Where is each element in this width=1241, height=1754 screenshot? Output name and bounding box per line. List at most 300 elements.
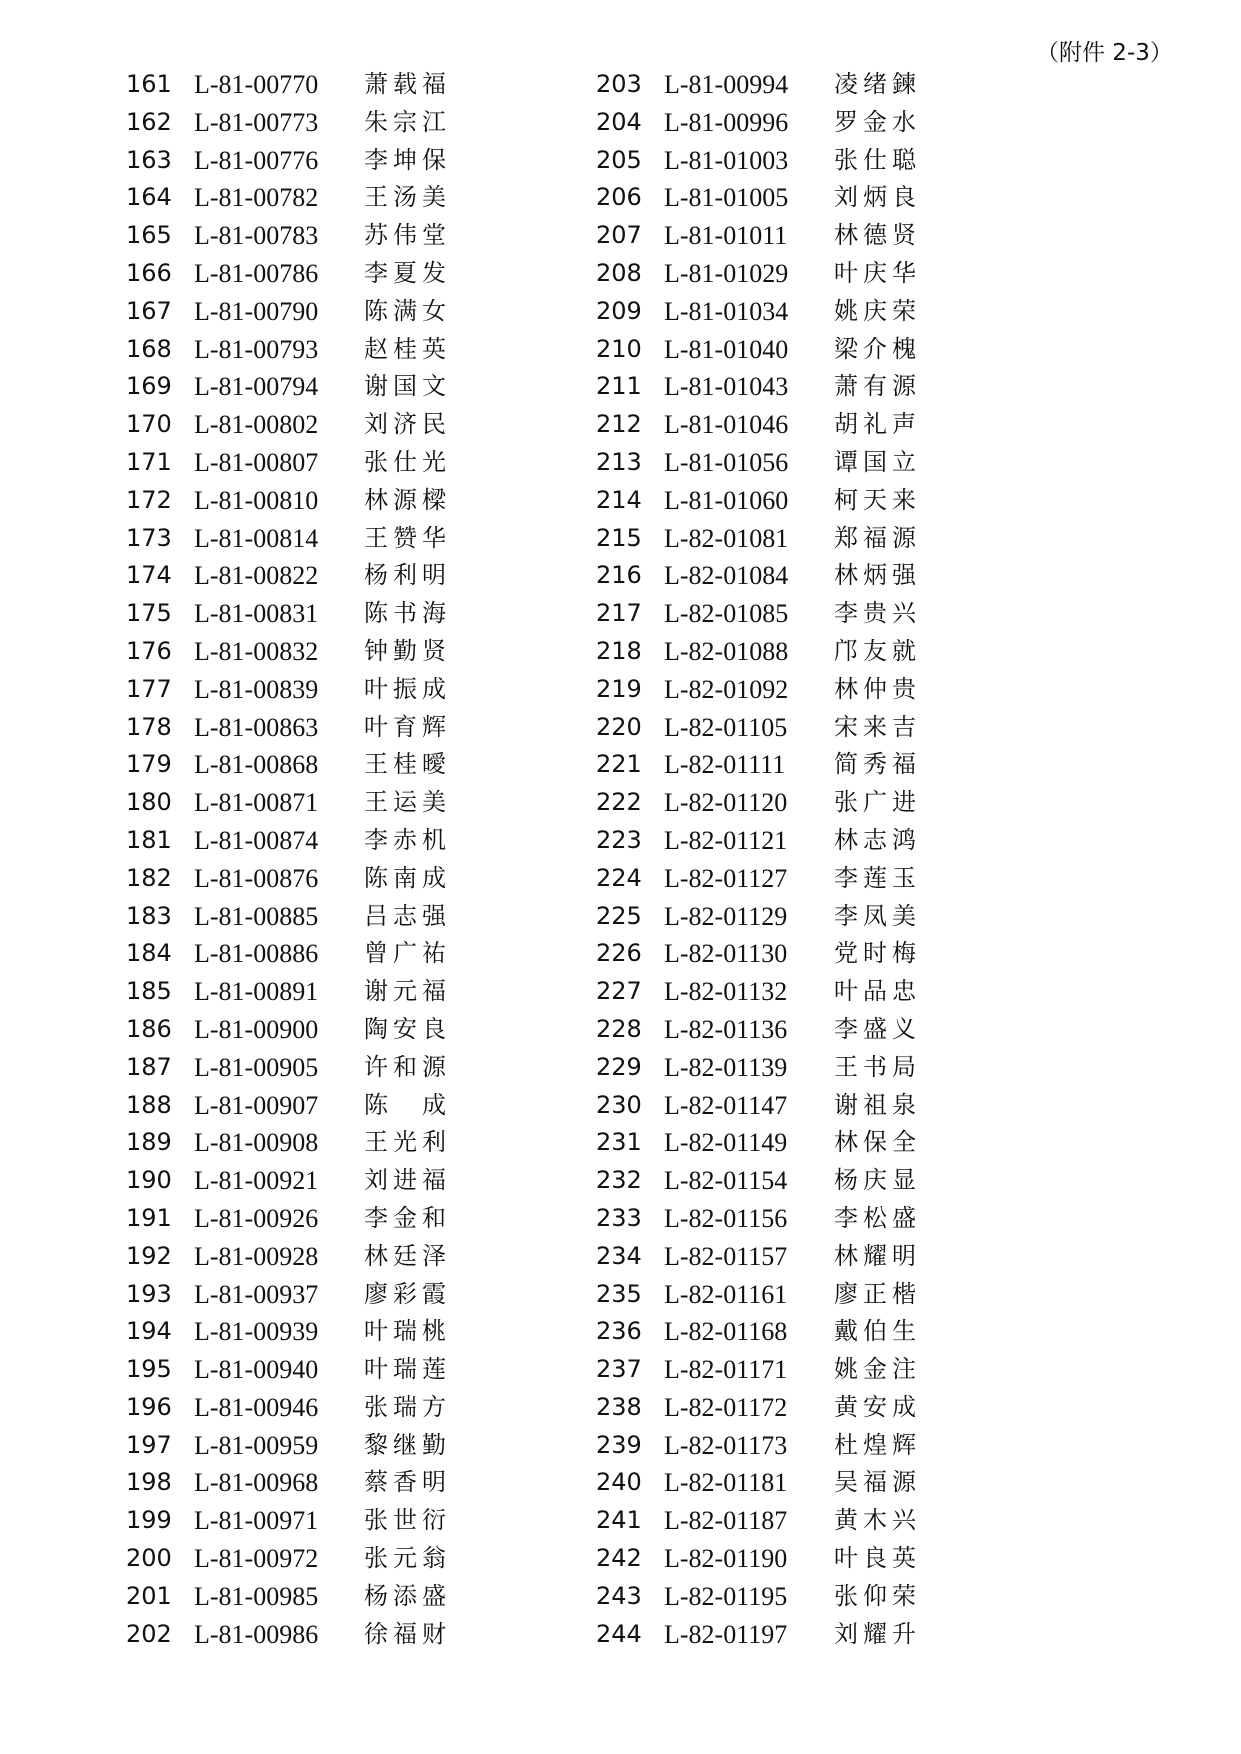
entry-code: L-81-01005	[664, 183, 789, 213]
list-item	[596, 179, 956, 217]
entry-code: L-82-01092	[664, 674, 789, 704]
entry-name: 朱宗江	[364, 107, 451, 136]
list-item	[126, 1351, 486, 1389]
list-item	[126, 1162, 486, 1200]
entry-code: L-82-01156	[664, 1203, 788, 1233]
list-item	[126, 293, 486, 331]
entry-code: L-81-00876	[194, 863, 319, 893]
entry-name: 张仰荣	[834, 1581, 921, 1610]
list-item	[126, 104, 486, 142]
entry-number: 168	[126, 334, 172, 363]
list-item	[126, 671, 486, 709]
entry-name: 叶品忠	[834, 977, 921, 1006]
entry-number: 183	[126, 901, 172, 930]
entry-name: 李夏发	[364, 258, 451, 287]
entry-number: 231	[596, 1128, 642, 1157]
entry-name: 杨利明	[364, 561, 451, 590]
list-item	[596, 746, 956, 784]
entry-code: L-82-01129	[664, 901, 788, 931]
list-item	[596, 217, 956, 255]
entry-name: 陈满女	[364, 296, 451, 325]
list-item	[596, 898, 956, 936]
list-item	[596, 1540, 956, 1578]
entry-name: 李凤美	[834, 901, 921, 930]
entry-number: 173	[126, 523, 172, 552]
entry-number: 206	[596, 183, 642, 212]
entry-code: L-81-01060	[664, 485, 789, 515]
entry-number: 162	[126, 107, 172, 136]
entry-number: 197	[126, 1430, 172, 1459]
list-item	[126, 444, 486, 482]
entry-number: 174	[126, 561, 172, 590]
list-item	[126, 595, 486, 633]
entry-number: 204	[596, 107, 642, 136]
entry-code: L-82-01127	[664, 863, 788, 893]
entry-number: 237	[596, 1355, 642, 1384]
entry-name: 刘炳良	[834, 183, 921, 212]
entry-name: 林炳强	[834, 561, 921, 590]
list-item	[596, 1502, 956, 1540]
entry-number: 198	[126, 1468, 172, 1497]
list-item	[596, 520, 956, 558]
entry-name: 林保全	[834, 1128, 921, 1157]
entry-name: 刘进福	[364, 1166, 451, 1195]
entry-code: L-82-01149	[664, 1128, 788, 1158]
entry-code: L-81-00996	[664, 107, 789, 137]
entry-name: 张广进	[834, 788, 921, 817]
entry-number: 186	[126, 1014, 172, 1043]
entry-number: 213	[596, 447, 642, 476]
list-item	[596, 1162, 956, 1200]
entry-code: L-82-01181	[664, 1468, 788, 1498]
list-item	[126, 822, 486, 860]
entry-name: 王光利	[364, 1128, 451, 1157]
entry-code: L-81-01034	[664, 296, 789, 326]
entry-code: L-81-00807	[194, 447, 319, 477]
entry-number: 215	[596, 523, 642, 552]
entry-code: L-81-01043	[664, 372, 789, 402]
entry-number: 175	[126, 599, 172, 628]
entry-number: 212	[596, 410, 642, 439]
list-item	[596, 1087, 956, 1125]
entry-name: 梁介槐	[834, 334, 921, 363]
entry-code: L-82-01081	[664, 523, 789, 553]
list-item	[126, 1616, 486, 1654]
list-item	[126, 331, 486, 369]
entry-code: L-81-00940	[194, 1355, 319, 1385]
entry-number: 209	[596, 296, 642, 325]
list-item	[126, 860, 486, 898]
list-item	[126, 1389, 486, 1427]
list-item	[126, 142, 486, 180]
entry-number: 243	[596, 1581, 642, 1610]
list-item	[596, 482, 956, 520]
entry-number: 171	[126, 447, 172, 476]
entry-number: 195	[126, 1355, 172, 1384]
entry-code: L-81-00985	[194, 1581, 319, 1611]
entry-number: 165	[126, 221, 172, 250]
entry-name: 叶育辉	[364, 712, 451, 741]
list-item	[126, 520, 486, 558]
entry-name: 胡礼声	[834, 410, 921, 439]
list-item	[126, 557, 486, 595]
list-item	[126, 935, 486, 973]
entry-number: 230	[596, 1090, 642, 1119]
list-item	[126, 898, 486, 936]
list-item	[596, 1616, 956, 1654]
entry-code: L-81-00986	[194, 1619, 319, 1649]
entry-number: 224	[596, 863, 642, 892]
list-item	[126, 1049, 486, 1087]
entry-code: L-81-00773	[194, 107, 319, 137]
entry-code: L-81-00874	[194, 825, 319, 855]
list-item	[126, 1540, 486, 1578]
entry-number: 163	[126, 145, 172, 174]
entry-code: L-82-01173	[664, 1430, 788, 1460]
entry-code: L-81-01046	[664, 410, 789, 440]
entry-code: L-81-00959	[194, 1430, 319, 1460]
entry-code: L-81-01040	[664, 334, 789, 364]
list-item	[126, 709, 486, 747]
entry-number: 180	[126, 788, 172, 817]
entry-number: 217	[596, 599, 642, 628]
entry-number: 221	[596, 750, 642, 779]
entry-name: 李盛义	[834, 1014, 921, 1043]
entry-code: L-82-01111	[664, 750, 786, 780]
entry-code: L-81-00891	[194, 977, 319, 1007]
entry-number: 187	[126, 1052, 172, 1081]
entry-name: 杨添盛	[364, 1581, 451, 1610]
list-item	[596, 255, 956, 293]
list-item	[126, 1011, 486, 1049]
list-item	[126, 1578, 486, 1616]
entry-code: L-82-01197	[664, 1619, 788, 1649]
entry-name: 宋来吉	[834, 712, 921, 741]
entry-code: L-81-00968	[194, 1468, 319, 1498]
entry-name: 王运美	[364, 788, 451, 817]
entry-code: L-81-00905	[194, 1052, 319, 1082]
entry-name: 叶庆华	[834, 258, 921, 287]
entry-code: L-82-01154	[664, 1166, 788, 1196]
entry-name: 戴伯生	[834, 1317, 921, 1346]
entry-code: L-81-01029	[664, 258, 789, 288]
entry-code: L-82-01088	[664, 636, 789, 666]
right-column-list	[596, 66, 956, 1653]
entry-code: L-81-00885	[194, 901, 319, 931]
entry-name: 陶安良	[364, 1014, 451, 1043]
list-item	[596, 935, 956, 973]
list-item	[596, 1011, 956, 1049]
entry-name: 姚金注	[834, 1355, 921, 1384]
entry-number: 227	[596, 977, 642, 1006]
entry-name: 萧有源	[834, 372, 921, 401]
entry-code: L-82-01168	[664, 1317, 788, 1347]
list-item	[126, 784, 486, 822]
list-item	[596, 444, 956, 482]
entry-number: 205	[596, 145, 642, 174]
list-item	[596, 557, 956, 595]
entry-code: L-81-00863	[194, 712, 319, 742]
entry-name: 廖正楷	[834, 1279, 921, 1308]
list-item	[596, 1427, 956, 1465]
entry-name: 吕志强	[364, 901, 451, 930]
entry-name: 林廷泽	[364, 1241, 451, 1270]
entry-number: 214	[596, 485, 642, 514]
list-item	[126, 973, 486, 1011]
entry-name: 叶瑞桃	[364, 1317, 451, 1346]
entry-number: 179	[126, 750, 172, 779]
entry-number: 185	[126, 977, 172, 1006]
entry-number: 190	[126, 1166, 172, 1195]
list-item	[596, 671, 956, 709]
entry-number: 184	[126, 939, 172, 968]
left-column-list	[126, 66, 486, 1653]
entry-code: L-81-00782	[194, 183, 319, 213]
list-item	[596, 633, 956, 671]
entry-code: L-82-01157	[664, 1241, 788, 1271]
entry-number: 218	[596, 636, 642, 665]
entry-code: L-81-00831	[194, 599, 319, 629]
list-item	[126, 1464, 486, 1502]
entry-number: 220	[596, 712, 642, 741]
entry-number: 238	[596, 1392, 642, 1421]
entry-code: L-81-00786	[194, 258, 319, 288]
entry-code: L-81-00794	[194, 372, 319, 402]
entry-number: 242	[596, 1544, 642, 1573]
entry-code: L-81-00886	[194, 939, 319, 969]
entry-name: 姚庆荣	[834, 296, 921, 325]
list-item	[126, 217, 486, 255]
entry-code: L-81-00971	[194, 1506, 319, 1536]
entry-number: 232	[596, 1166, 642, 1195]
entry-code: L-81-00790	[194, 296, 319, 326]
list-item	[126, 482, 486, 520]
entry-name: 李坤保	[364, 145, 451, 174]
entry-name: 李赤机	[364, 825, 451, 854]
entry-name: 党时梅	[834, 939, 921, 968]
entry-number: 164	[126, 183, 172, 212]
entry-name: 李贵兴	[834, 599, 921, 628]
entry-name: 蔡香明	[364, 1468, 451, 1497]
entry-name: 张世衍	[364, 1506, 451, 1535]
entry-number: 229	[596, 1052, 642, 1081]
entry-name: 王汤美	[364, 183, 451, 212]
entry-number: 177	[126, 674, 172, 703]
entry-code: L-81-00900	[194, 1014, 319, 1044]
entry-number: 189	[126, 1128, 172, 1157]
list-item	[596, 860, 956, 898]
entry-number: 241	[596, 1506, 642, 1535]
list-item	[126, 1313, 486, 1351]
entry-code: L-81-01056	[664, 447, 789, 477]
entry-number: 244	[596, 1619, 642, 1648]
list-item	[126, 1502, 486, 1540]
entry-code: L-82-01195	[664, 1581, 788, 1611]
list-item	[596, 1049, 956, 1087]
list-item	[126, 1427, 486, 1465]
entry-number: 216	[596, 561, 642, 590]
entry-number: 235	[596, 1279, 642, 1308]
entry-code: L-81-00908	[194, 1128, 319, 1158]
entry-name: 廖彩霞	[364, 1279, 451, 1308]
entry-name: 曾广祐	[364, 939, 451, 968]
list-item	[596, 595, 956, 633]
entry-name: 陈南成	[364, 863, 451, 892]
entry-code: L-82-01161	[664, 1279, 788, 1309]
list-item	[596, 1200, 956, 1238]
entry-name: 简秀福	[834, 750, 921, 779]
entry-number: 188	[126, 1090, 172, 1119]
entry-code: L-81-00839	[194, 674, 319, 704]
entry-name: 叶振成	[364, 674, 451, 703]
list-item	[126, 1276, 486, 1314]
entry-number: 169	[126, 372, 172, 401]
list-item	[596, 1124, 956, 1162]
entry-number: 176	[126, 636, 172, 665]
entry-name: 杜煌辉	[834, 1430, 921, 1459]
entry-name: 吴福源	[834, 1468, 921, 1497]
entry-code: L-81-00822	[194, 561, 319, 591]
entry-name: 王桂曖	[364, 750, 451, 779]
entry-code: L-81-00814	[194, 523, 319, 553]
list-item	[596, 822, 956, 860]
entry-number: 207	[596, 221, 642, 250]
entry-number: 210	[596, 334, 642, 363]
list-item	[596, 331, 956, 369]
entry-name: 王赞华	[364, 523, 451, 552]
entry-number: 222	[596, 788, 642, 817]
entry-number: 178	[126, 712, 172, 741]
entry-code: L-81-01003	[664, 145, 789, 175]
entry-code: L-82-01121	[664, 825, 788, 855]
entry-number: 239	[596, 1430, 642, 1459]
list-item	[126, 1124, 486, 1162]
entry-code: L-81-00907	[194, 1090, 319, 1120]
entry-code: L-82-01147	[664, 1090, 788, 1120]
list-item	[126, 1200, 486, 1238]
entry-code: L-82-01084	[664, 561, 789, 591]
list-item	[596, 1238, 956, 1276]
list-item	[596, 1351, 956, 1389]
list-item	[596, 1578, 956, 1616]
entry-name: 林耀明	[834, 1241, 921, 1270]
list-item	[596, 406, 956, 444]
entry-name: 许和源	[364, 1052, 451, 1081]
entry-code: L-81-00770	[194, 70, 319, 99]
entry-code: L-81-00783	[194, 221, 319, 251]
entry-name: 谢祖泉	[834, 1090, 921, 1119]
list-item	[126, 1087, 486, 1125]
entry-code: L-81-00926	[194, 1203, 319, 1233]
list-item	[596, 709, 956, 747]
entry-number: 240	[596, 1468, 642, 1497]
entry-code: L-81-00928	[194, 1241, 319, 1271]
list-item	[596, 293, 956, 331]
entry-number: 194	[126, 1317, 172, 1346]
entry-name: 谭国立	[834, 447, 921, 476]
entry-name: 黎继勤	[364, 1430, 451, 1459]
entry-code: L-82-01187	[664, 1506, 788, 1536]
entry-number: 201	[126, 1581, 172, 1610]
entry-number: 170	[126, 410, 172, 439]
entry-code: L-81-00868	[194, 750, 319, 780]
entry-name: 陈 成	[364, 1090, 451, 1119]
entry-code: L-82-01171	[664, 1355, 788, 1385]
entry-name: 柯天来	[834, 485, 921, 514]
list-item	[126, 368, 486, 406]
entry-name: 李莲玉	[834, 863, 921, 892]
entry-number: 202	[126, 1619, 172, 1648]
entry-number: 225	[596, 901, 642, 930]
entry-number: 167	[126, 296, 172, 325]
entry-number: 208	[596, 258, 642, 287]
entry-code: L-82-01085	[664, 599, 789, 629]
list-item	[126, 66, 486, 104]
entry-name: 杨庆显	[834, 1166, 921, 1195]
entry-code: L-81-00937	[194, 1279, 319, 1309]
entry-code: L-81-01011	[664, 221, 788, 251]
entry-code: L-81-00946	[194, 1392, 319, 1422]
entry-name: 林志鸿	[834, 825, 921, 854]
list-item	[596, 66, 956, 104]
entry-name: 林德贤	[834, 221, 921, 250]
entry-code: L-82-01132	[664, 977, 788, 1007]
entry-number: 199	[126, 1506, 172, 1535]
entry-code: L-82-01130	[664, 939, 788, 969]
entry-number: 234	[596, 1241, 642, 1270]
list-item	[596, 1389, 956, 1427]
entry-number: 193	[126, 1279, 172, 1308]
entry-name: 林仲贵	[834, 674, 921, 703]
entry-name: 林源樑	[364, 485, 451, 514]
entry-number: 172	[126, 485, 172, 514]
entry-name: 张仕聪	[834, 145, 921, 174]
entry-code: L-81-00832	[194, 636, 319, 666]
list-item	[126, 1238, 486, 1276]
entry-name: 苏伟堂	[364, 221, 451, 250]
entry-number: 191	[126, 1203, 172, 1232]
entry-name: 李金和	[364, 1203, 451, 1232]
entry-name: 黄木兴	[834, 1506, 921, 1535]
list-item	[596, 368, 956, 406]
entry-code: L-81-00793	[194, 334, 319, 364]
list-item	[126, 633, 486, 671]
entry-number: 228	[596, 1014, 642, 1043]
entry-name: 张元翁	[364, 1544, 451, 1573]
entry-number: 182	[126, 863, 172, 892]
entry-code: L-82-01120	[664, 788, 788, 818]
attachment-label: （附件 2-3）	[1036, 40, 1173, 66]
list-item	[596, 784, 956, 822]
entry-code: L-81-00939	[194, 1317, 319, 1347]
list-item	[596, 142, 956, 180]
entry-code: L-81-00810	[194, 485, 319, 515]
entry-name: 张仕光	[364, 447, 451, 476]
list-item	[126, 179, 486, 217]
list-item	[596, 1313, 956, 1351]
entry-number: 233	[596, 1203, 642, 1232]
entry-code: L-82-01105	[664, 712, 788, 742]
entry-code: L-81-00776	[194, 145, 319, 175]
entry-code: L-82-01139	[664, 1052, 788, 1082]
entry-name: 陈书海	[364, 599, 451, 628]
entry-name: 谢元福	[364, 977, 451, 1006]
entry-number: 211	[596, 372, 642, 401]
entry-code: L-81-00972	[194, 1544, 319, 1574]
entry-number: 181	[126, 825, 172, 854]
entry-name: 叶瑞莲	[364, 1355, 451, 1384]
list-item	[596, 1276, 956, 1314]
